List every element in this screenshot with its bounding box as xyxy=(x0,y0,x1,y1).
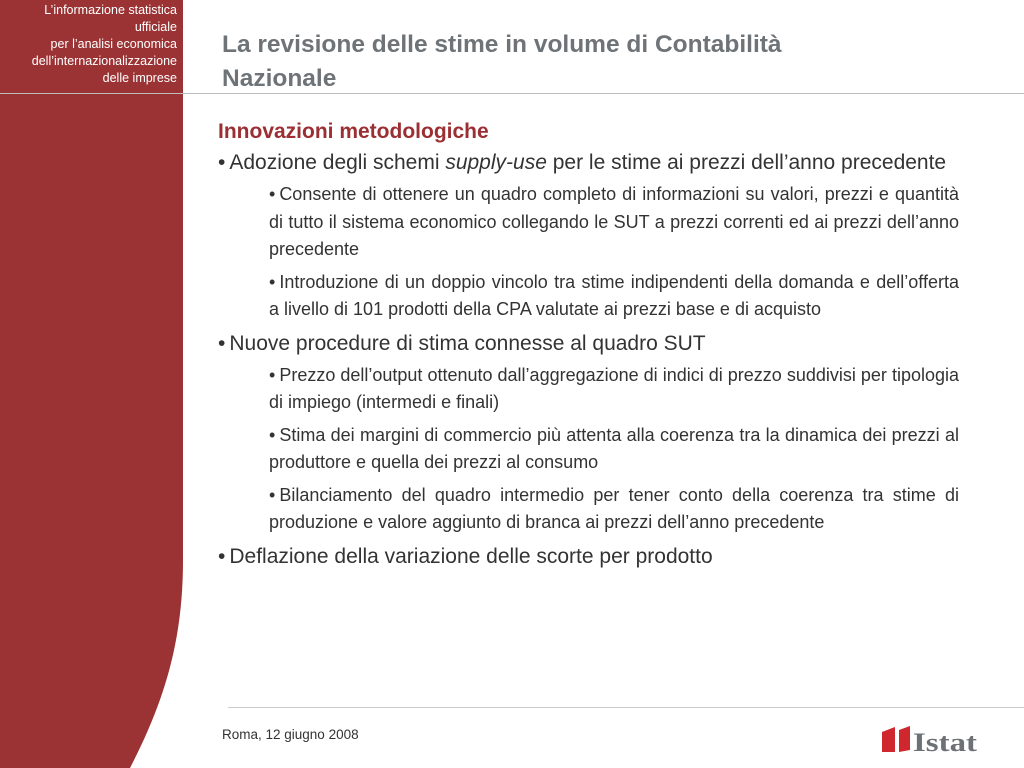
logo-mark-icon xyxy=(899,726,910,752)
bullet-text: Deflazione della variazione delle scorte per prodotto xyxy=(229,544,713,568)
bullet-level2 xyxy=(269,181,959,264)
bullet-text: Bilanciamento del quadro intermedio per tener conto della coerenza tra stime di produzione e valore aggiunto di branca ai prezzi dell’anno precedente xyxy=(269,484,959,532)
bullet-level1 xyxy=(218,542,959,572)
bullet-level2 xyxy=(269,482,959,537)
bullet-marker: • xyxy=(218,331,226,355)
sidebar-band xyxy=(0,0,200,768)
bullet-text: Nuove procedure di stima connesse al quadro SUT xyxy=(229,331,706,355)
bullet-text: Consente di ottenere un quadro completo di informazioni su valori, prezzi e quantità di tutto il sistema economico collegando le SUT a prezzi correnti ed ai prezzi dell’anno precedente xyxy=(269,184,959,259)
bullet-level1 xyxy=(218,329,959,359)
slide-title-line: La revisione delle stime in volume di Contabilità xyxy=(222,31,782,58)
bullet-level2 xyxy=(269,269,959,324)
conference-title-line: per l’analisi economica xyxy=(50,37,177,51)
istat-logo xyxy=(880,724,980,756)
bullet-level2 xyxy=(269,422,959,477)
bullet-text: Introduzione di un doppio vincolo tra stime indipendenti della domanda e dell’offerta a livello di 101 prodotti della CPA valutate ai prezzi base e di acquisto xyxy=(269,271,959,319)
bullet-text: Stima dei margini di commercio più attenta alla coerenza tra la dinamica dei prezzi al produttore e quella dei prezzi al consumo xyxy=(269,424,959,472)
footer-divider xyxy=(228,707,1024,708)
bullet-level1 xyxy=(218,148,959,178)
bullet-marker: • xyxy=(269,184,276,204)
bullet-text: per le stime ai prezzi dell’anno precedente xyxy=(546,151,947,174)
conference-title xyxy=(0,2,177,87)
conference-title-line: delle imprese xyxy=(102,71,177,85)
bullet-marker: • xyxy=(269,364,276,385)
footer-date: Roma, 12 giugno 2008 xyxy=(222,727,359,742)
logo-mark-icon xyxy=(882,727,895,752)
bullet-marker: • xyxy=(269,484,276,505)
slide-body xyxy=(218,117,959,575)
conference-title-line: ufficiale xyxy=(134,20,177,34)
section-title: Innovazioni metodologiche xyxy=(218,120,489,143)
conference-title-line: dell’internazionalizzazione xyxy=(31,54,177,68)
bullet-text: Prezzo dell’output ottenuto dall’aggregazione di indici di prezzo suddivisi per tipologia di impiego (intermedi e finali) xyxy=(269,364,959,412)
bullet-text: Adozione degli schemi xyxy=(229,151,446,174)
bullet-level2 xyxy=(269,362,959,417)
slide-title-line: Nazionale xyxy=(222,65,337,92)
bullet-text-italic: supply-use xyxy=(445,151,547,174)
bullet-marker: • xyxy=(218,544,226,568)
bullet-marker: • xyxy=(269,424,276,445)
conference-title-line: L’informazione statistica xyxy=(44,3,177,17)
bullet-marker: • xyxy=(269,271,276,292)
logo-text: Istat xyxy=(913,728,978,756)
slide-title xyxy=(222,28,1002,96)
bullet-marker: • xyxy=(218,151,226,174)
